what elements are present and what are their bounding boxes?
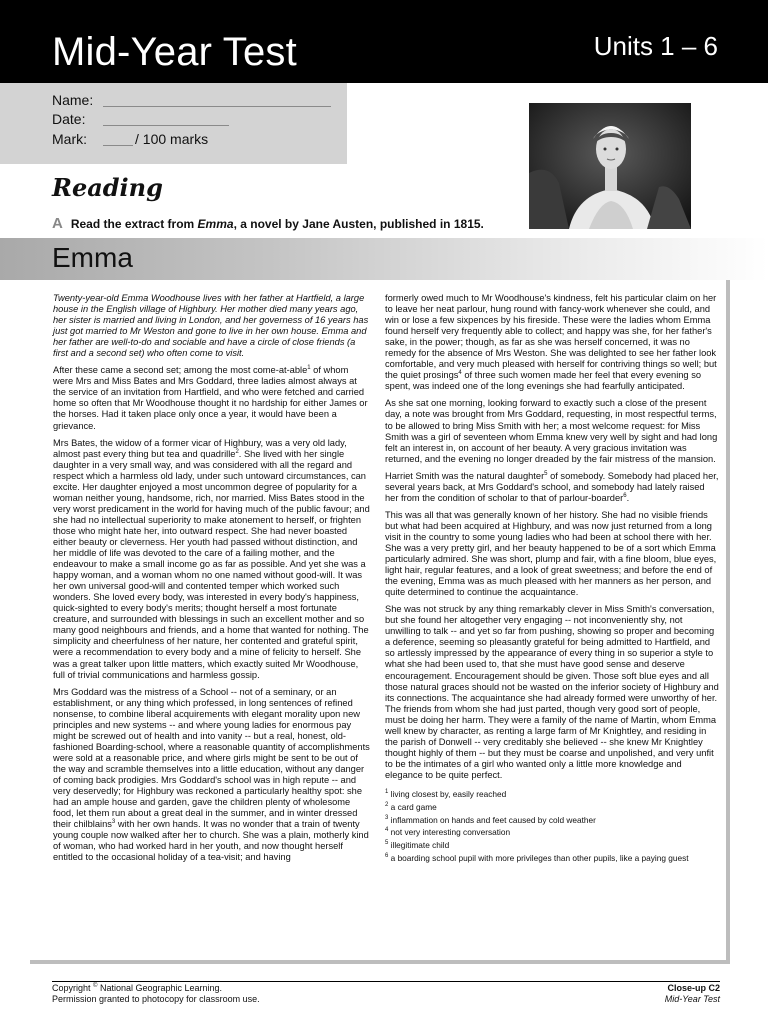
footnotes bbox=[385, 788, 719, 865]
footer-divider bbox=[52, 981, 720, 982]
footnote: $^4$ not very interesting conversation bbox=[385, 827, 511, 838]
paragraph: After these came a second set; among the most come-at-able$^1$ of whom were Mrs and Miss Bates and Mrs Goddard, three ladies almost always at the service of an invitation from Hartfield, and who were fetched and carried home so often that Mr Woodhouse thought it no hardship for either James or the horses. Had it taken place only once a year, it would have been a grievance. bbox=[53, 365, 368, 431]
intro-paragraph: Twenty-year-old Emma Woodhouse lives with her father at Hartfield, a large house in the English village of Highbury. Her mother died many years ago, her sister is married and living in London, and her governess of 16 years has just got married to Mr Weston and gone to live in her own house. Emma and her father are well-to-do and sociable and have a circle of close friends (a first and a second set) who often come to visit. bbox=[53, 293, 369, 359]
footnote: $^2$ a card game bbox=[385, 801, 437, 812]
date-field[interactable] bbox=[103, 111, 229, 126]
task-instruction: A Read the extract from Emma, a novel by Jane Austen, published in 1815. bbox=[52, 215, 484, 232]
book-title: Close-up C2 bbox=[667, 983, 720, 993]
mark-label: Mark: bbox=[52, 131, 87, 147]
name-label: Name: bbox=[52, 92, 94, 108]
author-portrait bbox=[529, 103, 691, 229]
footnote: $^3$ inflammation on hands and feet caused by cold weather bbox=[385, 814, 596, 825]
name-field[interactable] bbox=[103, 92, 331, 107]
test-name: Mid-Year Test bbox=[664, 994, 720, 1004]
task-letter: A bbox=[52, 215, 63, 232]
paragraph: As she sat one morning, looking forward to exactly such a close of the present day, a note was brought from Mrs Goddard, requesting, in most respectful terms, to be allowed to bring Miss Smith with her; a most welcome request: for Miss Smith was a girl of seventeen whom Emma knew very well by sight and had long felt an interest in, on account of her beauty. A very gracious invitation was returned, and the evening no longer dreaded by the fair mistress of the mansion. bbox=[385, 398, 718, 464]
section-heading: Reading bbox=[52, 173, 163, 202]
paragraph: Mrs Goddard was the mistress of a School -- not of a seminary, or an establishment, or any thing which professed, in long sentences of refined nonsense, to combine liberal acquirements with elegant morality upon new principles and new systems -- and where young ladies for enormous pay might be screwed out of health and into vanity -- but a real, honest, old-fashioned Boarding-school, where a reasonable quantity of accomplishments were sold at a reasonable price, and where girls might be sent to be out of the way and scramble themselves into a little education, without any danger of coming back prodigies. Mrs Goddard's school was in high repute -- and very deservedly; for Highbury was reckoned a particularly healthy spot: she had an ample house and garden, gave the children plenty of wholesome food, let them run about a great deal in the summer, and in winter dressed their chilblains$^3$ with her own hands. It was no wonder that a train of twenty young couple now walked after her to church. She was a plain, motherly kind of woman, who had worked hard in her youth, and now thought herself entitled to the occasional holiday of a tea-visit; and having bbox=[53, 686, 370, 863]
footnote: $^6$ a boarding school pupil with more privileges than other pupils, like a paying guest bbox=[385, 852, 689, 863]
marks-total: / 100 marks bbox=[135, 131, 209, 147]
paragraph: formerly owed much to Mr Woodhouse's kindness, felt his particular claim on her to leave her neat parlour, hung round with fancy-work whenever she could, and win or lose a few sixpences by his fireside. These were the ladies whom Emma found herself very frequently able to collect; and happy was she, for her father's sake, in the power; though, as far as she was herself concerned, it was no remedy for the absence of Mrs Weston. She was delighted to see her father look comfortable, and very much pleased with herself for contriving things so well; but the quiet prosings$^4$ of three such women made her feel that every evening so spent, was indeed one of the long evenings she had fearfully anticipated. bbox=[385, 293, 717, 392]
footnote: $^5$ illegitimate child bbox=[385, 840, 450, 851]
permission-notice: Permission granted to photocopy for classroom use. bbox=[52, 994, 260, 1004]
footer-book-info bbox=[665, 983, 720, 1005]
left-text-column bbox=[53, 293, 371, 869]
paragraph: This was all that was generally known of her history. She had no visible friends but what had been acquired at Highbury, and was now just returned from a long visit in the country to some young ladies who had been at school there with her. She was a very pretty girl, and her beauty happened to be of a sort which Emma particularly admired. She was short, plump and fair, with a fine bloom, blue eyes, light hair, regular features, and a look of great sweetness; and before the end of the evening, Emma was as much pleased with her manners as her person, and quite determined to continue the acquaintance. bbox=[385, 509, 717, 598]
paragraph: Harriet Smith was the natural daughter$^5$ of somebody. Somebody had placed her, several years back, at Mrs Goddard's school, and somebody had lately raised her from the condition of scholar to that of parlour-boarder$^6$. bbox=[385, 470, 719, 503]
footnote: $^1$ living closest by, easily reached bbox=[385, 788, 507, 799]
paragraph: Mrs Bates, the widow of a former vicar of Highbury, was a very old lady, almost past every thing but tea and quadrille$^2$. She lived with her single daughter in a very small way, and was considered with all the regard and respect which a harmless old lady, under such untoward circumstances, can excite. Her daughter enjoyed a most uncommon degree of popularity for a woman neither young, handsome, rich, nor married. Miss Bates stood in the very worst predicament in the world for having much of the public favour; and she had no intellectual superiority to make atonement to herself, or frighten those who might hate her, into outward respect. She had never boasted either beauty or cleverness. Her youth had passed without distinction, and her middle of life was devoted to the care of a failing mother, and the endeavour to make a small income go as far as possible. And yet she was a happy woman, and a woman whom no one named without good-will. It was her own universal good-will and contented temper which worked such wonders. She loved every body, was interested in every body's happiness, quick-sighted to every body's merits; thought herself a most fortunate creature, and surrounded with blessings in such an excellent mother and so many good neighbours and friends, and a home that wanted for nothing. The simplicity and cheerfulness of her nature, her contented and grateful spirit, were a recommendation to every body and a mine of felicity to herself. She was a great talker upon little matters, which exactly suited Mr Woodhouse, full of trivial communications and harmless gossip. bbox=[53, 437, 370, 680]
right-text-column bbox=[385, 293, 719, 865]
page-title: Mid-Year Test bbox=[52, 30, 297, 74]
units-label: Units 1 – 6 bbox=[593, 31, 718, 61]
date-label: Date: bbox=[52, 111, 86, 127]
story-title: Emma bbox=[52, 242, 133, 273]
copyright-notice: Copyright © National Geographic Learning. Permission granted to photocopy for classroom use. bbox=[52, 983, 260, 1004]
mark-field[interactable] bbox=[103, 131, 133, 146]
paragraph: She was not struck by any thing remarkably clever in Miss Smith's conversation, but she found her altogether very engaging -- not inconveniently shy, not unwilling to talk -- and yet so far from pushing, showing so proper and becoming a deference, seeming so pleasantly grateful for being admitted to Hartfield, and so artlessly impressed by the appearance of every thing in so superior a style to what she had been used to, that she must have good sense and deserve encouragement. Encouragement should be given. Those soft blue eyes and all those natural graces should not be wasted on the inferior society of Highbury and its connections. The acquaintance she had already formed were unworthy of her. The friends from whom she had just parted, though very good sort of people, must be doing her harm. They were a family of the name of Martin, whom Emma well knew by character, as renting a large farm of Mr Knightley, and residing in the parish of Donwell -- very creditably she believed -- she knew Mr Knightley thought highly of them -- but they must be coarse and unpolished, and very unfit to be the intimates of a girl who wanted only a little more knowledge and elegance to be quite perfect. bbox=[385, 604, 719, 780]
